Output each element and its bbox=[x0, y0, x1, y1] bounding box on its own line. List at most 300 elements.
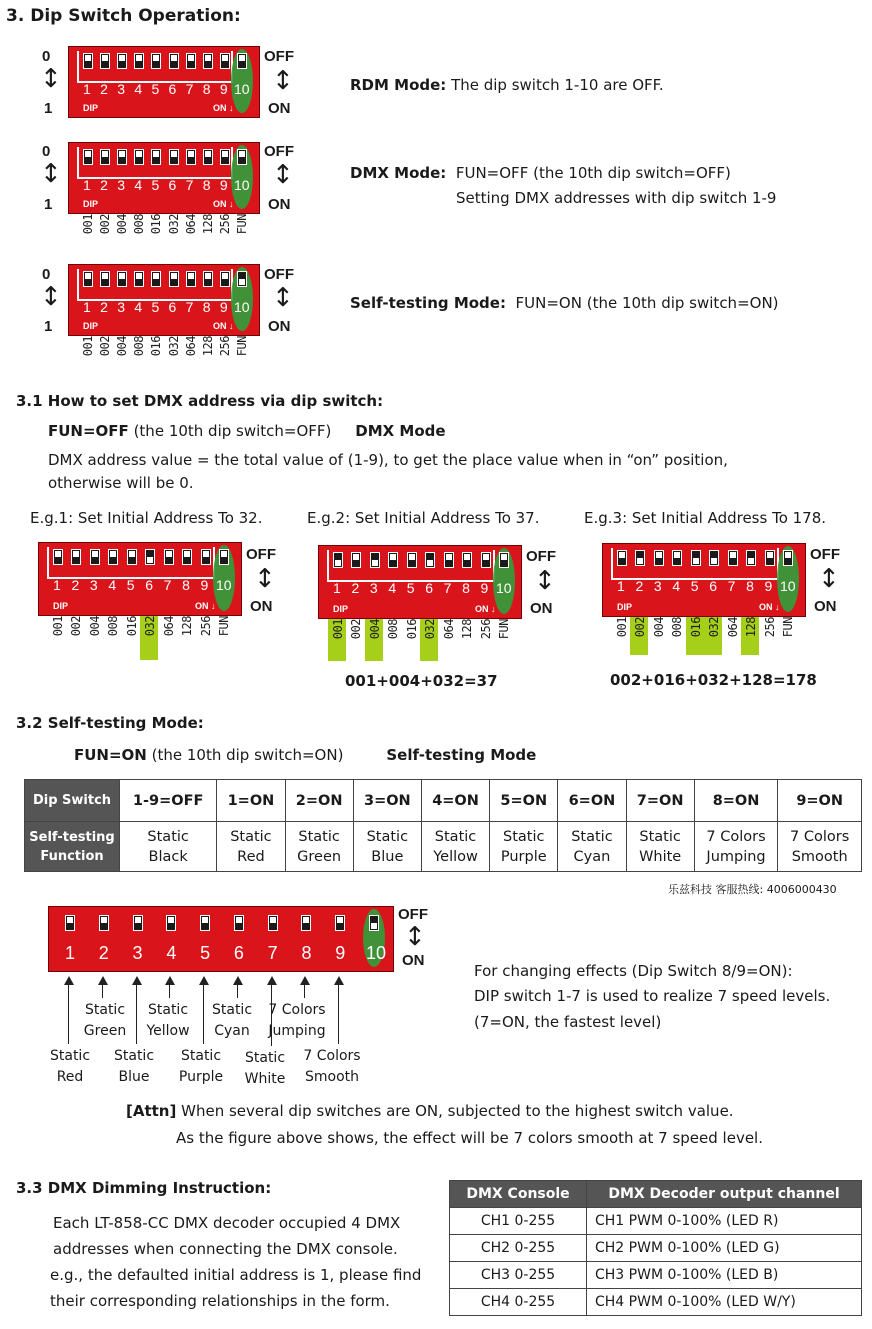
dip-switch-4 bbox=[166, 915, 176, 931]
dip-number: 6 bbox=[145, 577, 154, 593]
dip-switch-4 bbox=[134, 53, 144, 69]
dip-number: 9 bbox=[200, 577, 209, 593]
one-label: 1 bbox=[44, 196, 53, 213]
dip-number: 6 bbox=[425, 580, 434, 596]
dip-number: 9 bbox=[764, 578, 773, 594]
fun-on-line bbox=[74, 746, 536, 764]
dip-switch-7 bbox=[728, 550, 738, 566]
section-3-3-title: 3.3 DMX Dimming Instruction: bbox=[16, 1179, 272, 1197]
pointer-arrow-icon bbox=[237, 978, 238, 998]
effect-label-5: Static Purple bbox=[178, 1048, 224, 1085]
dip-switch-9 bbox=[201, 549, 211, 565]
fun-off-bold: FUN=OFF bbox=[48, 422, 129, 440]
table-cell: 2=ON bbox=[285, 780, 353, 822]
dip-value-label: 004 bbox=[115, 214, 130, 235]
dip-switch-4 bbox=[134, 149, 144, 165]
dip-number: 1 bbox=[83, 177, 91, 193]
table-row bbox=[450, 1289, 862, 1316]
effect-label-6: Static Cyan bbox=[211, 1002, 253, 1039]
updown-arrow-icon: ↕ bbox=[40, 159, 62, 189]
table-cell: Static White bbox=[626, 822, 694, 872]
table-cell: Static Red bbox=[217, 822, 285, 872]
dip-number: 5 bbox=[690, 578, 699, 594]
dip-switch-1 bbox=[65, 915, 75, 931]
dip-switch-5 bbox=[200, 915, 210, 931]
effect-label-4: Static Yellow bbox=[146, 1002, 190, 1039]
dip-switch-2 bbox=[635, 550, 645, 566]
dip-value-label: 002 bbox=[633, 617, 648, 638]
table-header-cell bbox=[25, 822, 120, 872]
dip-number: 1 bbox=[83, 81, 91, 97]
section-3-1-title: 3.1 How to set DMX address via dip switch: bbox=[16, 392, 384, 410]
table-cell: CH2 0-255 bbox=[450, 1235, 587, 1262]
off-label: OFF bbox=[810, 546, 840, 563]
on-arrow-label: ON ↓ bbox=[213, 103, 234, 113]
dip-number: 3 bbox=[132, 943, 143, 963]
dip-number: 8 bbox=[462, 580, 470, 596]
dip-switch-10 bbox=[499, 552, 509, 568]
dip-switch-3 bbox=[133, 915, 143, 931]
updown-arrow-icon: ↕ bbox=[254, 564, 276, 594]
dip-switch-9 bbox=[765, 550, 775, 566]
dip-switch-10 bbox=[369, 915, 379, 931]
pointer-arrow-icon bbox=[338, 978, 339, 1044]
off-label: OFF bbox=[264, 143, 294, 160]
table-cell: 3=ON bbox=[353, 780, 421, 822]
dip-switch-9 bbox=[220, 271, 230, 287]
dip-value-label: 032 bbox=[166, 336, 181, 357]
dip-label: DIP bbox=[617, 602, 633, 612]
dip-value-label: 016 bbox=[149, 336, 164, 357]
dip-value-label: 004 bbox=[367, 619, 382, 640]
dmx-channel-table bbox=[449, 1180, 862, 1316]
updown-arrow-icon: ↕ bbox=[272, 66, 294, 96]
dip-value-label: 016 bbox=[124, 616, 139, 637]
dip-switch-1 bbox=[83, 271, 93, 287]
watermark: 乐兹科技 客服热线: 4006000430 bbox=[668, 883, 837, 896]
dip-number: 2 bbox=[635, 578, 644, 594]
dip-number: 7 bbox=[443, 580, 452, 596]
dip-switch-2 bbox=[71, 549, 81, 565]
self-text: FUN=ON (the 10th dip switch=ON) bbox=[515, 294, 779, 312]
dip-value-label: 256 bbox=[198, 616, 213, 637]
dip-switch-2 bbox=[100, 271, 110, 287]
dip-switch-7 bbox=[186, 149, 196, 165]
on-label: ON bbox=[268, 196, 291, 213]
dip-switch-4 bbox=[672, 550, 682, 566]
dip-value-label: FUN bbox=[497, 619, 511, 640]
dmx-text1: FUN=OFF (the 10th dip switch=OFF) bbox=[455, 164, 731, 182]
dip-value-label: 064 bbox=[441, 619, 456, 640]
dip-value-label: 008 bbox=[132, 336, 147, 357]
dip-switch-10 bbox=[783, 550, 793, 566]
off-label: OFF bbox=[246, 546, 276, 563]
dip-value-label: 128 bbox=[200, 336, 215, 357]
changing-line1: For changing effects (Dip Switch 8/9=ON): bbox=[474, 962, 793, 980]
dip-switch-3 bbox=[117, 149, 127, 165]
dip-switch-6 bbox=[169, 53, 179, 69]
dip-number: 6 bbox=[709, 578, 718, 594]
table-cell: 1=ON bbox=[217, 780, 285, 822]
fun-off-rest: (the 10th dip switch=OFF) bbox=[133, 422, 332, 440]
dip-number: 1 bbox=[617, 578, 625, 594]
attn-label: [Attn] bbox=[126, 1102, 177, 1120]
fun-on-bold: FUN=ON bbox=[74, 746, 147, 764]
self-test-table bbox=[24, 779, 862, 872]
dip-switch-8 bbox=[301, 915, 311, 931]
dip-number: 4 bbox=[388, 580, 397, 596]
table-cell: CH4 PWM 0-100% (LED W/Y) bbox=[587, 1289, 862, 1316]
dip-number: 8 bbox=[301, 943, 312, 963]
dip-label: DIP bbox=[83, 199, 99, 209]
table-header-cell: DMX Console bbox=[450, 1181, 587, 1208]
on-label: ON bbox=[268, 100, 291, 117]
on-label: ON bbox=[530, 600, 553, 617]
dip-value-label: 128 bbox=[200, 214, 215, 235]
table-cell: Static Blue bbox=[353, 822, 421, 872]
dip-label: DIP bbox=[83, 103, 99, 113]
zero-label: 0 bbox=[42, 48, 51, 65]
dip-value-label: 032 bbox=[166, 214, 181, 235]
dip-switch-2 bbox=[100, 149, 110, 165]
pointer-arrow-icon bbox=[169, 978, 170, 998]
pointer-arrow-icon bbox=[304, 978, 305, 998]
table-cell: 1-9=OFF bbox=[120, 780, 217, 822]
example2-sum: 001+004+032=37 bbox=[345, 672, 498, 690]
dmx-value-line2: otherwise will be 0. bbox=[48, 474, 194, 492]
dip-switch-5 bbox=[691, 550, 701, 566]
dip-body bbox=[318, 545, 522, 619]
dip-number: 7 bbox=[267, 943, 278, 963]
dip-value-label: 004 bbox=[87, 616, 102, 637]
table-cell: 5=ON bbox=[490, 780, 558, 822]
dip-value-label: 008 bbox=[132, 214, 147, 235]
table-cell: 7 Colors Jumping bbox=[694, 822, 778, 872]
dip-number: 3 bbox=[117, 177, 126, 193]
dip-number: 7 bbox=[185, 299, 194, 315]
dip-body bbox=[68, 264, 260, 336]
dip-number: 4 bbox=[134, 81, 143, 97]
dip-switch-7 bbox=[164, 549, 174, 565]
pointer-arrow-icon bbox=[102, 978, 103, 998]
dip-value-label: 002 bbox=[98, 336, 113, 357]
dip-value-label: 128 bbox=[180, 616, 195, 637]
dip-number: 2 bbox=[71, 577, 80, 593]
dip-number: 1 bbox=[65, 943, 76, 963]
on-arrow-label: ON ↓ bbox=[195, 601, 216, 611]
dip-value-label: 064 bbox=[725, 617, 740, 638]
dip-value-label: 256 bbox=[217, 214, 232, 235]
dip-value-label: 004 bbox=[115, 336, 130, 357]
table-row bbox=[25, 822, 862, 872]
changing-line2: DIP switch 1-7 is used to realize 7 speed levels. bbox=[474, 987, 831, 1005]
dip-number: 8 bbox=[202, 81, 211, 97]
table-cell: 4=ON bbox=[421, 780, 489, 822]
one-label: 1 bbox=[44, 318, 53, 335]
updown-arrow-icon: ↕ bbox=[534, 566, 556, 596]
dip-switch-5 bbox=[151, 149, 161, 165]
dip-switch-8 bbox=[203, 271, 213, 287]
dip-number: 6 bbox=[168, 81, 177, 97]
dip-switch-10 bbox=[237, 53, 247, 69]
dip-switch-6 bbox=[709, 550, 719, 566]
dip-value-label: FUN bbox=[235, 214, 249, 235]
fun-on-rest: (the 10th dip switch=ON) bbox=[151, 746, 344, 764]
dip-number: 9 bbox=[219, 177, 228, 193]
dimming-p2: addresses when connecting the DMX console. bbox=[53, 1240, 398, 1258]
table-cell: 6=ON bbox=[558, 780, 626, 822]
table-cell: CH1 PWM 0-100% (LED R) bbox=[587, 1208, 862, 1235]
dip-number: 6 bbox=[168, 177, 177, 193]
on-arrow-label: ON ↓ bbox=[213, 199, 234, 209]
section-title: 3. Dip Switch Operation: bbox=[6, 6, 241, 26]
dip-switch-5 bbox=[127, 549, 137, 565]
pointer-arrow-icon bbox=[203, 978, 204, 1044]
updown-arrow-icon: ↕ bbox=[272, 283, 294, 313]
attn-line1 bbox=[126, 1102, 734, 1120]
dip-value-label: 064 bbox=[183, 214, 198, 235]
dip-number: 8 bbox=[202, 299, 211, 315]
off-label: OFF bbox=[264, 266, 294, 283]
dmx-text2: Setting DMX addresses with dip switch 1-9 bbox=[456, 189, 777, 207]
table-header-row bbox=[450, 1181, 862, 1208]
dip-value-label: 128 bbox=[744, 617, 759, 638]
effect-label-3: Static Blue bbox=[113, 1048, 155, 1085]
dip-value-label: 128 bbox=[460, 619, 475, 640]
dip-switch-6 bbox=[145, 549, 155, 565]
off-label: OFF bbox=[398, 906, 428, 923]
dip-value-label: 001 bbox=[81, 336, 95, 357]
dip-number: 6 bbox=[168, 299, 177, 315]
dip-value-label: 032 bbox=[707, 617, 722, 638]
updown-arrow-icon: ↕ bbox=[272, 160, 294, 190]
dip-switch-8 bbox=[203, 149, 213, 165]
dip-switch-9 bbox=[481, 552, 491, 568]
table-cell: Static Cyan bbox=[558, 822, 626, 872]
example3-sum: 002+016+032+128=178 bbox=[610, 671, 817, 689]
dip-switch-9 bbox=[220, 53, 230, 69]
dip-value-label: 064 bbox=[183, 336, 198, 357]
dip-value-label: 032 bbox=[143, 616, 158, 637]
dip-label: DIP bbox=[53, 601, 69, 611]
dip-number: 3 bbox=[117, 81, 126, 97]
dip-number: 4 bbox=[166, 943, 177, 963]
dip-switch-5 bbox=[151, 53, 161, 69]
dip-value-label: 016 bbox=[404, 619, 419, 640]
dip-switch-9 bbox=[335, 915, 345, 931]
dip-number: 8 bbox=[202, 177, 211, 193]
table-row bbox=[450, 1262, 862, 1289]
dip-number: 5 bbox=[151, 177, 160, 193]
dip-body bbox=[68, 46, 260, 118]
dip-number: 5 bbox=[151, 299, 160, 315]
table-cell: 9=ON bbox=[778, 780, 862, 822]
dip-number: 9 bbox=[335, 943, 346, 963]
dip-number: 7 bbox=[163, 577, 172, 593]
on-arrow-label: ON ↓ bbox=[213, 321, 234, 331]
dip-number: 2 bbox=[100, 299, 108, 315]
dip-number: 9 bbox=[219, 81, 228, 97]
on-label: ON bbox=[250, 598, 273, 615]
dip-number: 2 bbox=[100, 81, 108, 97]
off-label: OFF bbox=[264, 48, 294, 65]
dimming-p3: e.g., the defaulted initial address is 1, please find bbox=[50, 1266, 422, 1284]
attn-text1: When several dip switches are ON, subjected to the highest switch value. bbox=[181, 1102, 734, 1120]
dip-switch-3 bbox=[117, 53, 127, 69]
dip-number: 7 bbox=[185, 81, 194, 97]
dip-value-label: 256 bbox=[478, 619, 493, 640]
updown-arrow-icon: ↕ bbox=[818, 564, 840, 594]
dip-label: DIP bbox=[333, 604, 349, 614]
table-cell: 7 Colors Smooth bbox=[778, 822, 862, 872]
dmx-value-line1: DMX address value = the total value of (1-9), to get the place value when in “on” position, bbox=[48, 451, 728, 469]
example2-title: E.g.2: Set Initial Address To 37. bbox=[307, 509, 540, 527]
dip-value-label: 001 bbox=[51, 616, 65, 637]
zero-label: 0 bbox=[42, 143, 51, 160]
dip-value-label: 016 bbox=[149, 214, 164, 235]
table-cell: CH1 0-255 bbox=[450, 1208, 587, 1235]
dip-number: 10 bbox=[234, 299, 250, 315]
dip-switch-9 bbox=[220, 149, 230, 165]
dip-switch-4 bbox=[388, 552, 398, 568]
off-label: OFF bbox=[526, 548, 556, 565]
effect-label-2: Static Green bbox=[83, 1002, 127, 1039]
dip-switch-4 bbox=[108, 549, 118, 565]
dip-number: 6 bbox=[233, 943, 244, 963]
fun-off-line bbox=[48, 422, 446, 440]
updown-arrow-icon: ↕ bbox=[404, 922, 426, 952]
dip-value-label: FUN bbox=[217, 616, 231, 637]
table-cell: Static Purple bbox=[490, 822, 558, 872]
dip-value-label: 001 bbox=[81, 214, 95, 235]
dip-switch-8 bbox=[203, 53, 213, 69]
dip-number: 1 bbox=[333, 580, 341, 596]
updown-arrow-icon: ↕ bbox=[40, 64, 62, 94]
attn-line2: As the figure above shows, the effect will be 7 colors smooth at 7 speed level. bbox=[176, 1129, 763, 1147]
dip-switch-5 bbox=[407, 552, 417, 568]
dip-number: 5 bbox=[200, 943, 211, 963]
example3-title: E.g.3: Set Initial Address To 178. bbox=[584, 509, 827, 527]
dip-number: 3 bbox=[653, 578, 662, 594]
pointer-arrow-icon bbox=[136, 978, 137, 1044]
dip-value-label: 016 bbox=[688, 617, 703, 638]
dip-value-label: 001 bbox=[615, 617, 629, 638]
header-line: Self-testing bbox=[29, 829, 115, 845]
on-arrow-label: ON ↓ bbox=[475, 604, 496, 614]
dip-number: 10 bbox=[234, 81, 250, 97]
dip-value-label: FUN bbox=[781, 617, 795, 638]
on-label: ON bbox=[814, 598, 837, 615]
dip-number: 4 bbox=[108, 577, 117, 593]
dip-number: 3 bbox=[89, 577, 98, 593]
updown-arrow-icon: ↕ bbox=[40, 282, 62, 312]
dip-switch-8 bbox=[746, 550, 756, 566]
dip-number: 8 bbox=[182, 577, 190, 593]
dip-value-label: 008 bbox=[386, 619, 401, 640]
dip-number: 1 bbox=[53, 577, 61, 593]
rdm-mode-line bbox=[350, 76, 664, 94]
dip-switch-6 bbox=[169, 271, 179, 287]
one-label: 1 bbox=[44, 100, 53, 117]
dip-number: 1 bbox=[83, 299, 91, 315]
dip-value-label: 002 bbox=[98, 214, 113, 235]
dip-switch-3 bbox=[654, 550, 664, 566]
dip-switch-1 bbox=[617, 550, 627, 566]
table-header-cell: Dip Switch bbox=[25, 780, 120, 822]
table-cell: Static Green bbox=[285, 822, 353, 872]
dip-switch-7 bbox=[186, 271, 196, 287]
dip-value-label: FUN bbox=[235, 336, 249, 357]
dip-number: 3 bbox=[369, 580, 378, 596]
dip-number: 10 bbox=[366, 943, 387, 963]
table-header-cell: DMX Decoder output channel bbox=[587, 1181, 862, 1208]
dip-number: 5 bbox=[151, 81, 160, 97]
changing-line3: (7=ON, the fastest level) bbox=[474, 1013, 662, 1031]
dip-value-label: 001 bbox=[331, 619, 345, 640]
dip-number: 2 bbox=[98, 943, 109, 963]
rdm-label: RDM Mode: bbox=[350, 76, 447, 94]
dip-value-label: 002 bbox=[69, 616, 84, 637]
self-mode-label: Self-testing Mode bbox=[386, 746, 537, 764]
dip-switch-4 bbox=[134, 271, 144, 287]
self-label: Self-testing Mode: bbox=[350, 294, 506, 312]
rdm-text: The dip switch 1-10 are OFF. bbox=[451, 76, 664, 94]
pointer-arrow-icon bbox=[68, 978, 69, 1044]
dip-switch-6 bbox=[169, 149, 179, 165]
dip-number: 9 bbox=[480, 580, 489, 596]
dip-number: 7 bbox=[727, 578, 736, 594]
dip-label: DIP bbox=[83, 321, 99, 331]
dip-switch-3 bbox=[370, 552, 380, 568]
effect-label-1: Static Red bbox=[49, 1048, 91, 1085]
dip-switch-8 bbox=[462, 552, 472, 568]
dmx-mode-label: DMX Mode bbox=[355, 422, 446, 440]
effect-label-7: Static White bbox=[244, 1050, 286, 1087]
dip-switch-3 bbox=[117, 271, 127, 287]
dip-value-label: 256 bbox=[217, 336, 232, 357]
dip-body bbox=[48, 906, 394, 972]
dip-value-label: 032 bbox=[423, 619, 438, 640]
dip-value-label: 064 bbox=[161, 616, 176, 637]
table-row bbox=[25, 780, 862, 822]
dip-number: 7 bbox=[185, 177, 194, 193]
table-row bbox=[450, 1235, 862, 1262]
dip-number: 9 bbox=[219, 299, 228, 315]
table-cell: Static Yellow bbox=[421, 822, 489, 872]
table-cell: Static Black bbox=[120, 822, 217, 872]
on-arrow-label: ON ↓ bbox=[759, 602, 780, 612]
dip-switch-1 bbox=[83, 149, 93, 165]
self-mode-line bbox=[350, 294, 779, 312]
dimming-p1: Each LT-858-CC DMX decoder occupied 4 DMX bbox=[53, 1214, 401, 1232]
dip-switch-2 bbox=[351, 552, 361, 568]
table-cell: CH3 0-255 bbox=[450, 1262, 587, 1289]
table-cell: CH3 PWM 0-100% (LED B) bbox=[587, 1262, 862, 1289]
dip-number: 4 bbox=[134, 299, 143, 315]
dip-number: 4 bbox=[134, 177, 143, 193]
dip-switch-1 bbox=[53, 549, 63, 565]
dip-switch-8 bbox=[182, 549, 192, 565]
dip-switch-7 bbox=[186, 53, 196, 69]
dip-body bbox=[68, 142, 260, 214]
dip-value-label: 008 bbox=[106, 616, 121, 637]
dip-switch-1 bbox=[333, 552, 343, 568]
section-3-2-title: 3.2 Self-testing Mode: bbox=[16, 714, 204, 732]
dip-number: 10 bbox=[496, 580, 512, 596]
dip-number: 5 bbox=[406, 580, 415, 596]
dip-switch-10 bbox=[237, 149, 247, 165]
dip-number: 10 bbox=[234, 177, 250, 193]
